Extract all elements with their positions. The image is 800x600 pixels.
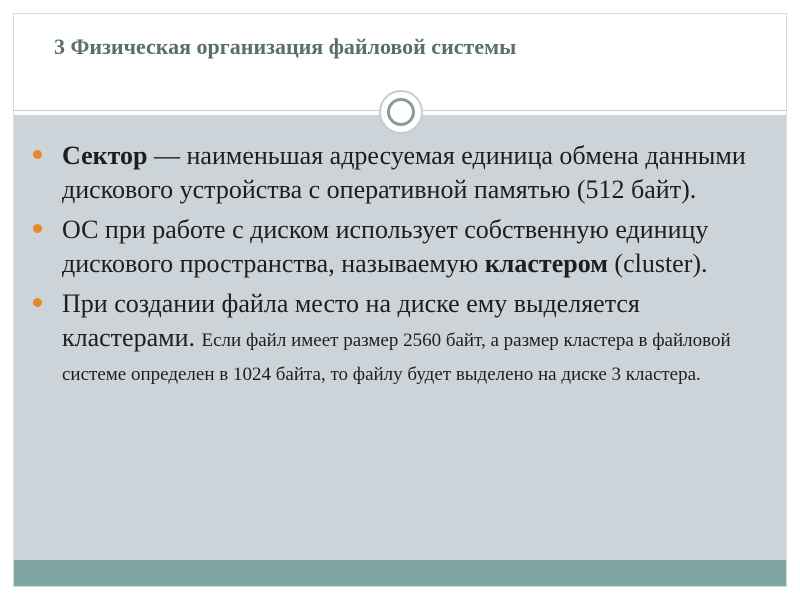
bullet-list [32,139,752,395]
bullet-text: (cluster). [607,249,708,278]
slide-title: 3 Физическая организация файловой системы [54,34,517,59]
circle-ornament-inner [387,98,415,126]
bullet-item-sector [32,139,752,207]
footer-bar [14,560,786,586]
bullet-small-text: Если файл имеет размер 2560 байт, а размер кластера в файловой системе определен в 1024 байта, то файлу будет выделено на диске 3 кластера. [62,330,731,385]
bullet-item-cluster [32,213,752,281]
bullet-item-allocation [32,287,752,389]
bullet-text: ОС при работе с диском использует собственную единицу дискового пространства, называемую [62,215,709,278]
bullet-term: Сектор [62,141,148,170]
circle-ornament-icon [379,90,423,134]
bullet-dot-icon [33,150,42,159]
bullet-term: кластером [484,249,608,278]
content-area [14,115,786,560]
bullet-text: — наименьшая адресуемая единица обмена данными дискового устройства с оперативной памятью (512 байт). [62,141,746,204]
bullet-dot-icon [33,298,42,307]
bullet-dot-icon [33,224,42,233]
slide [13,13,787,587]
bullet-text: При создании файла место на диске ему выделяется кластерами. [62,289,640,352]
